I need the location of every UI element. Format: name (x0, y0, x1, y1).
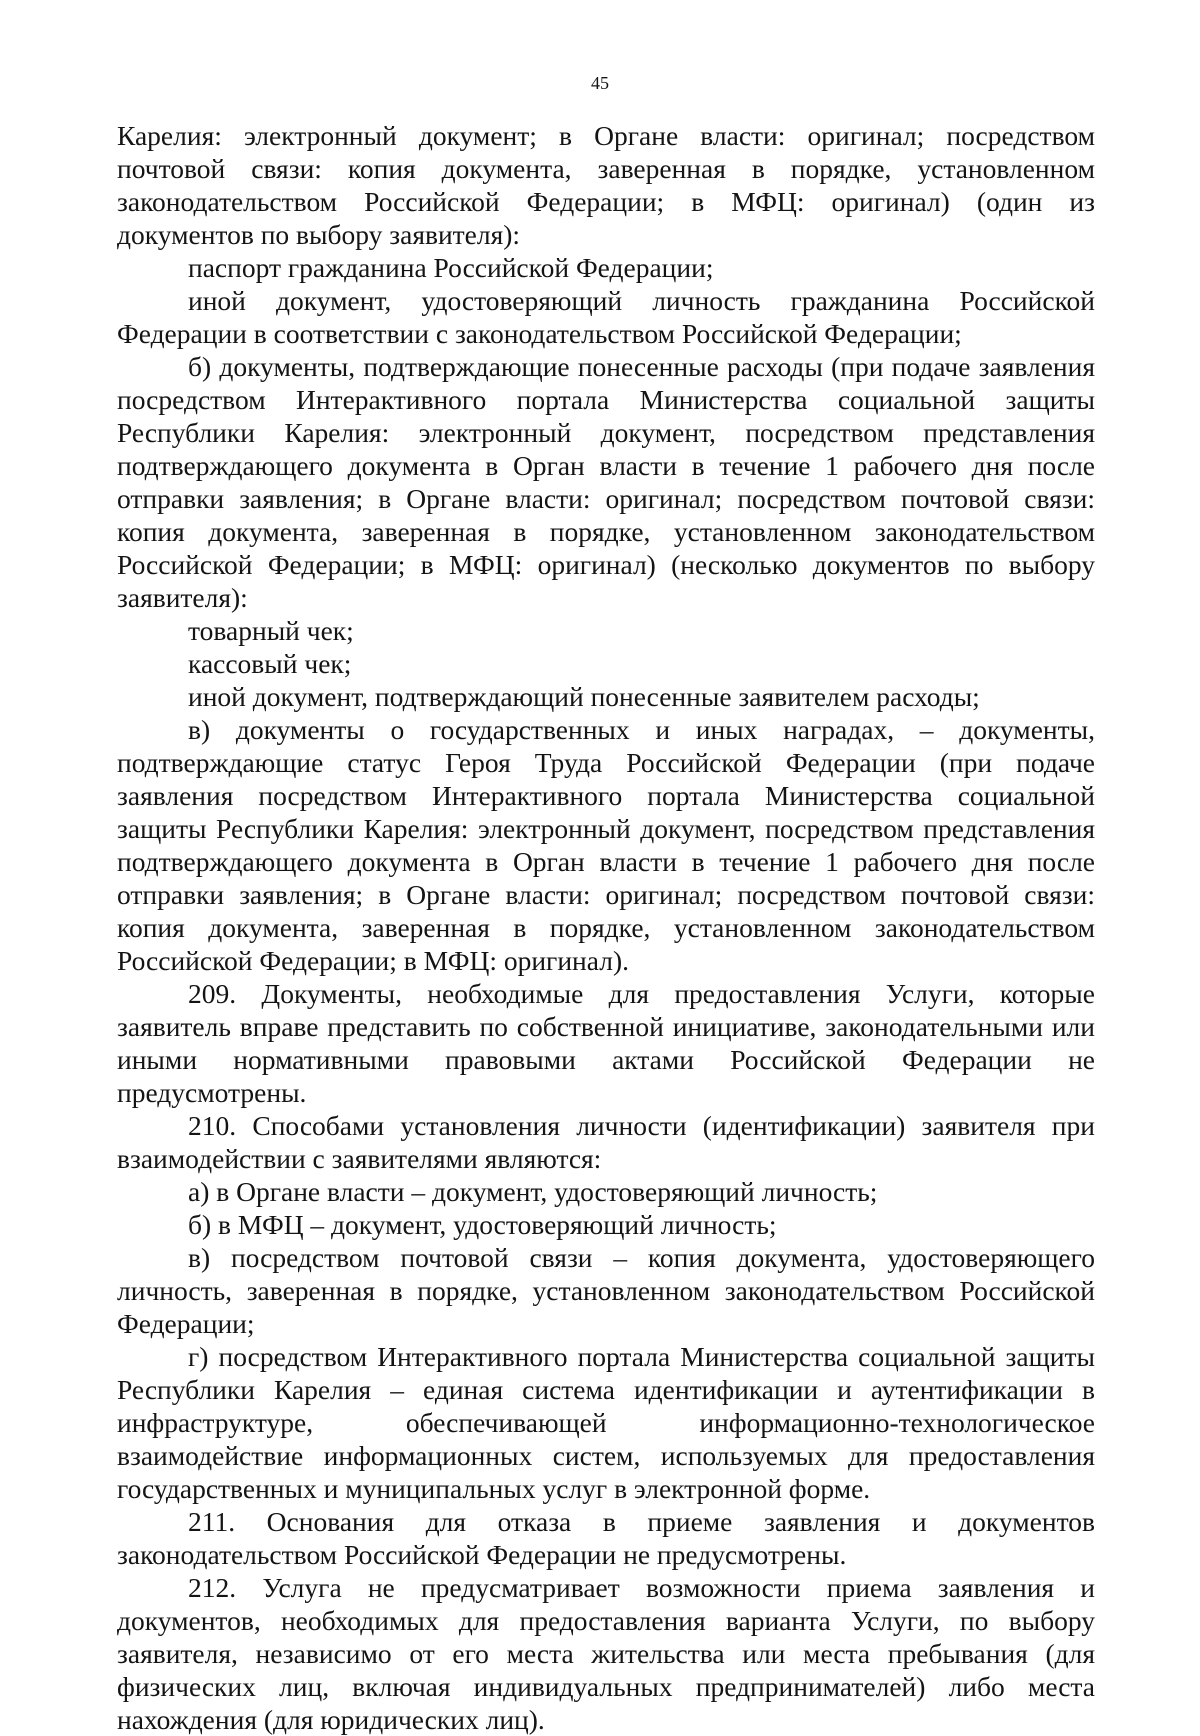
clause-209: 209. Документы, необходимые для предоставления Услуги, которые заявитель вправе представить по собственной инициативе, законодательными или иными нормативными правовыми актами Российской Федерации не предусмотрены. (117, 978, 1095, 1108)
list-item: иной документ, удостоверяющий личность гражданина Российской Федерации в соответствии с законодательством Российской Федерации; (117, 285, 1095, 349)
clause-211: 211. Основания для отказа в приеме заявления и документов законодательством Российской Федерации не предусмотрены. (117, 1506, 1095, 1570)
list-item: а) в Органе власти – документ, удостоверяющий личность; (188, 1176, 878, 1207)
clause-212: 212. Услуга не предусматривает возможности приема заявления и документов, необходимых для предоставления варианта Услуги, по выбору заявителя, независимо от его места жительства или места пребывания (для физических лиц, включая индивидуальных предпринимателей) либо места нахождения (для юридических лиц). (117, 1572, 1095, 1735)
page-body (117, 119, 1095, 1736)
list-item: иной документ, подтверждающий понесенные заявителем расходы; (188, 681, 980, 712)
list-item: кассовый чек; (188, 648, 352, 679)
page-number: 45 (591, 73, 609, 93)
paragraph: в) документы о государственных и иных наградах, – документы, подтверждающие статус Героя Труда Российской Федерации (при подаче заявления посредством Интерактивного портала Министерства социальной защиты Республики Карелия: электронный документ, посредством представления подтверждающего документа в Орган власти в течение 1 рабочего дня после отправки заявления; в Органе власти: оригинал; посредством почтовой связи: копия документа, заверенная в порядке, установленном законодательством Российской Федерации; в МФЦ: оригинал). (117, 714, 1095, 976)
list-item: г) посредством Интерактивного портала Министерства социальной защиты Республики Карелия – единая система идентификации и аутентификации в инфраструктуре, обеспечивающей информационно-технологическое взаимодействие информационных систем, используемых для предоставления государственных и муниципальных услуг в электронной форме. (117, 1341, 1095, 1504)
list-item: в) посредством почтовой связи – копия документа, удостоверяющего личность, заверенная в порядке, установленном законодательством Российской Федерации; (117, 1242, 1095, 1339)
list-item: паспорт гражданина Российской Федерации; (188, 252, 714, 283)
paragraph: б) документы, подтверждающие понесенные расходы (при подаче заявления посредством Интерактивного портала Министерства социальной защиты Республики Карелия: электронный документ, посредством представления подтверждающего документа в Орган власти в течение 1 рабочего дня после отправки заявления; в Органе власти: оригинал; посредством почтовой связи: копия документа, заверенная в порядке, установленном законодательством Российской Федерации; в МФЦ: оригинал) (несколько документов по выбору заявителя): (117, 351, 1095, 613)
list-item: товарный чек; (188, 615, 354, 646)
list-item: б) в МФЦ – документ, удостоверяющий личность; (188, 1209, 777, 1240)
paragraph: Карелия: электронный документ; в Органе власти: оригинал; посредством почтовой связи: копия документа, заверенная в порядке, установленном законодательством Российской Федерации; в МФЦ: оригинал) (один из документов по выбору заявителя): (117, 120, 1095, 250)
clause-210: 210. Способами установления личности (идентификации) заявителя при взаимодействии с заявителями являются: (117, 1110, 1095, 1174)
